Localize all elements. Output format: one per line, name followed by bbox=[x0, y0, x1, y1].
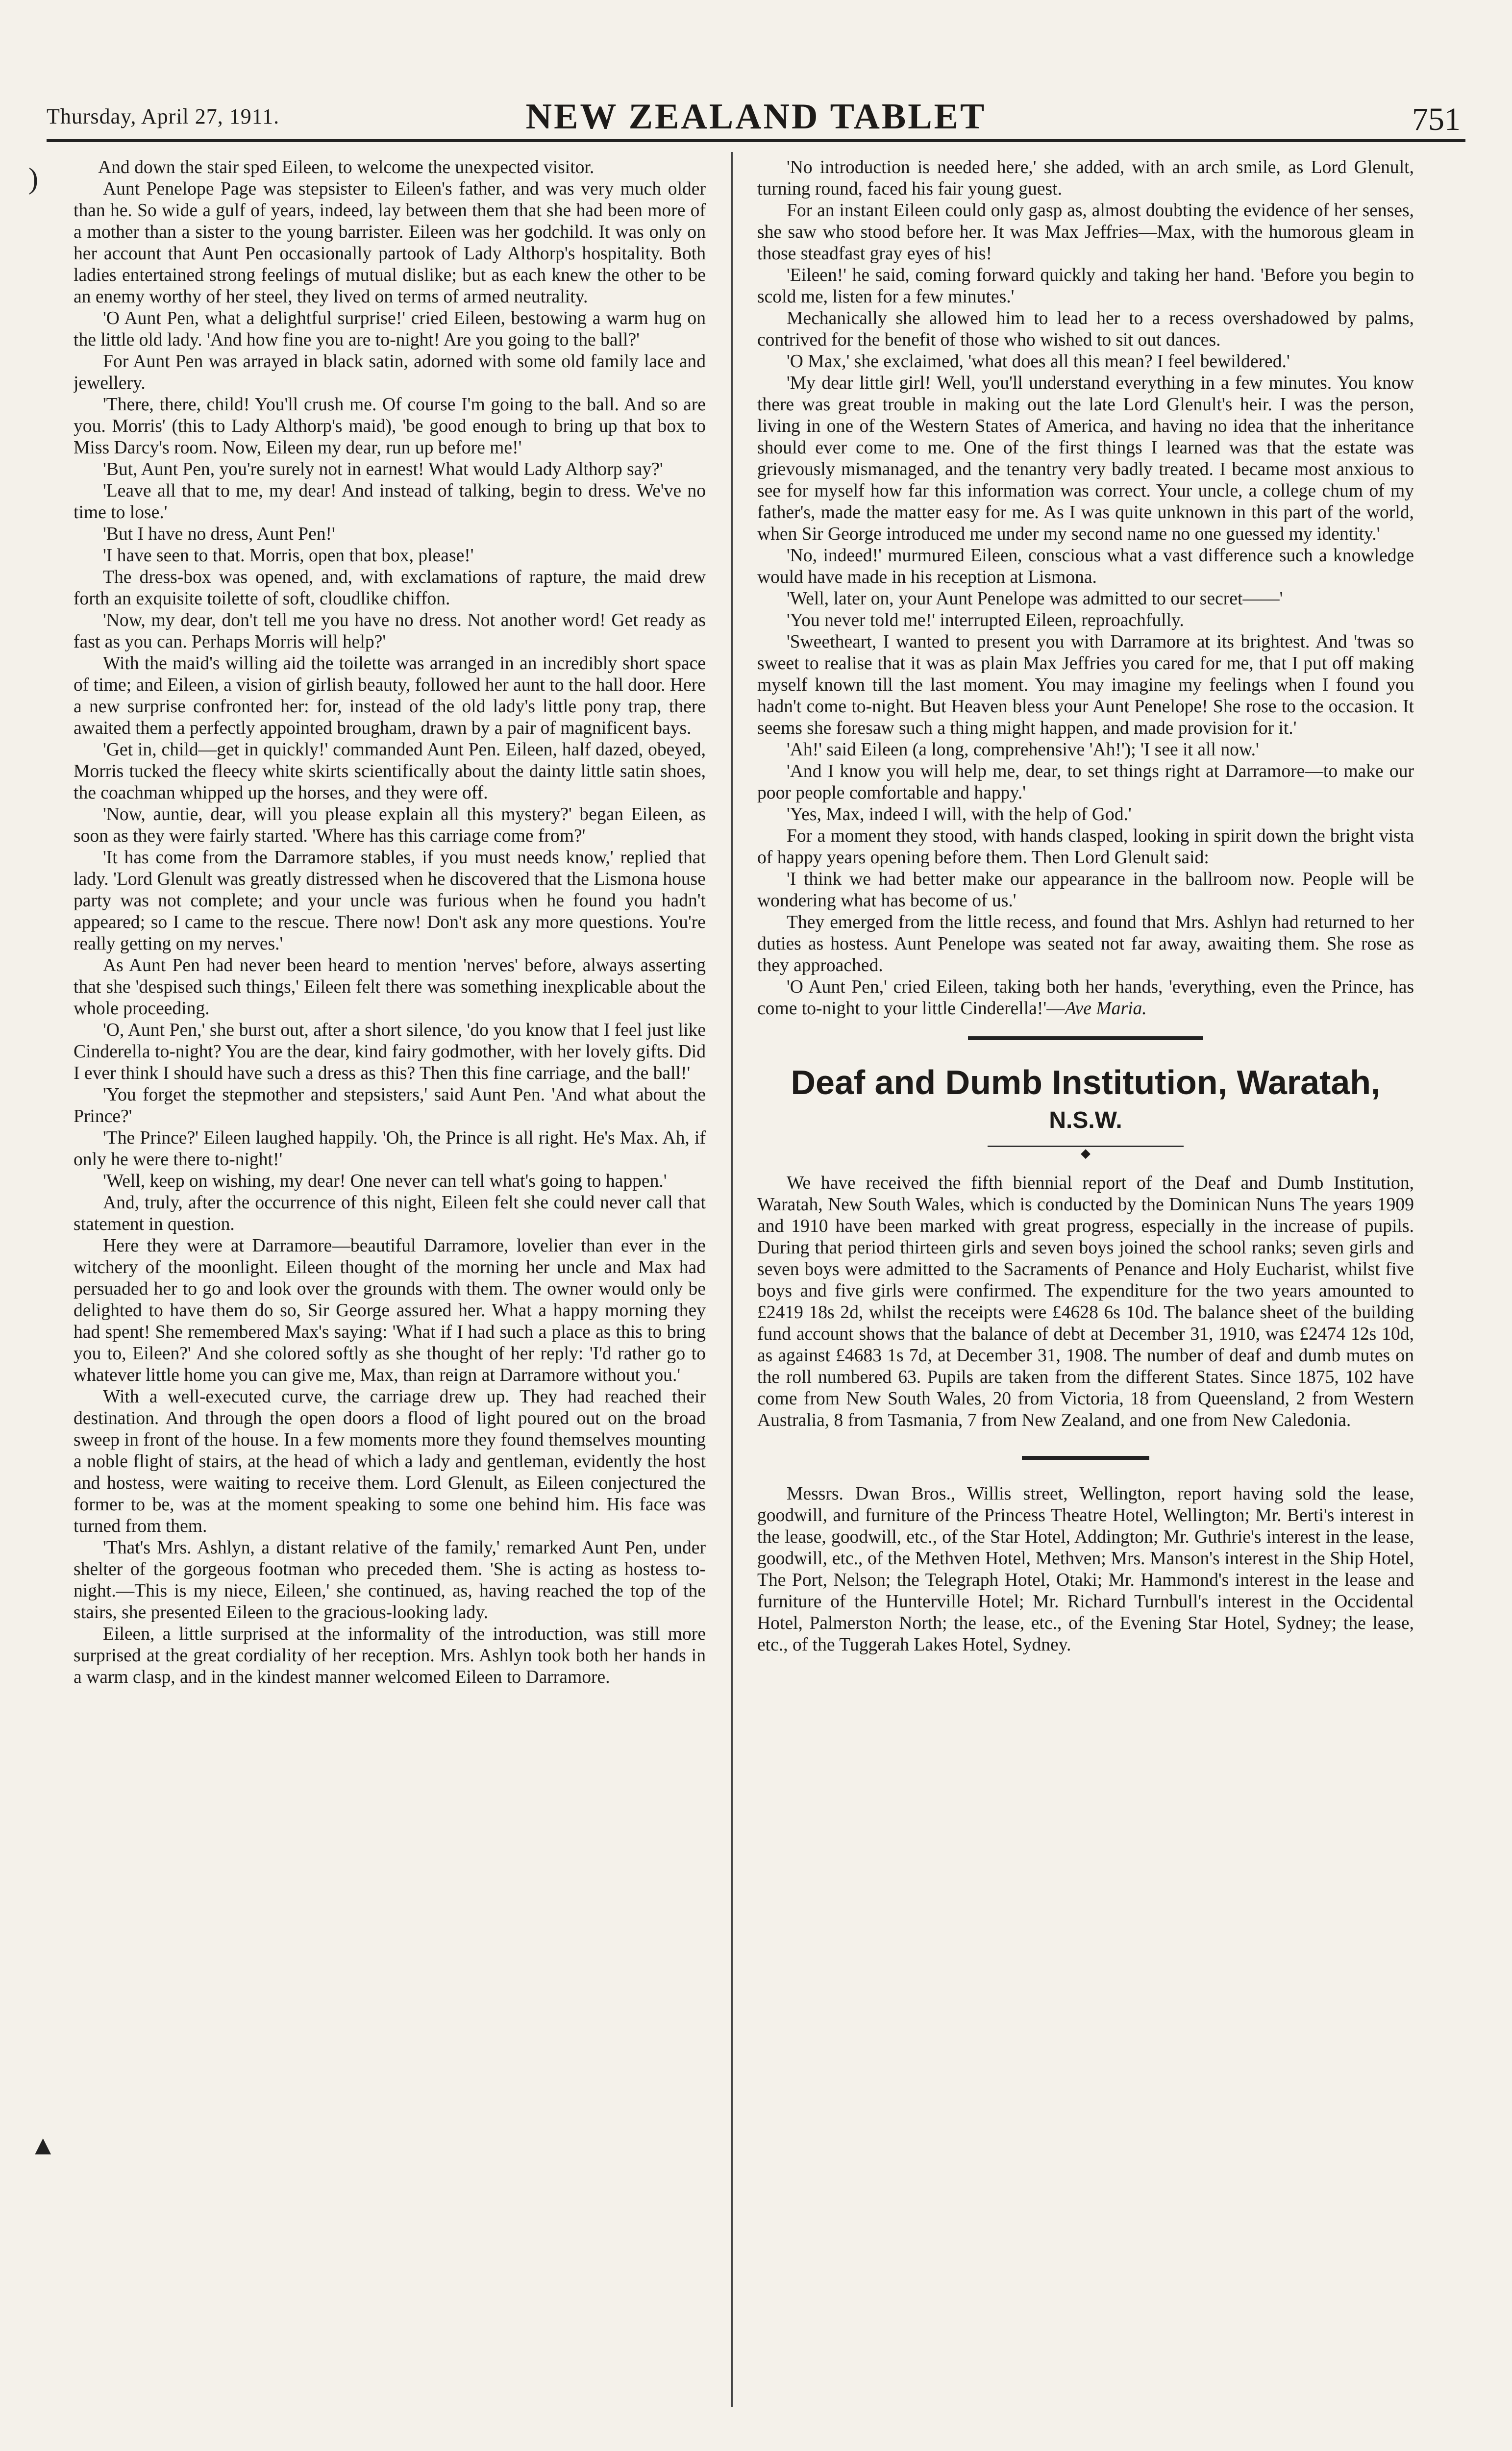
story-paragraph: 'That's Mrs. Ashlyn, a distant relative of the family,' remarked Aunt Pen, under shelter of the gorgeous footman who preceded them. 'She is acting as hostess to-night.—This is my niece, Eileen,' she continued, as, having reached the top of the stairs, she presented Eileen to the gracious-looking lady. bbox=[74, 1538, 706, 1623]
ornament-divider bbox=[988, 1141, 1184, 1160]
story-paragraph: 'No, indeed!' murmured Eileen, conscious what a vast difference such a knowledge would have made in his reception at Lismona. bbox=[757, 546, 1414, 587]
story-paragraph: 'But I have no dress, Aunt Pen!' bbox=[103, 524, 335, 544]
story-paragraph: 'I have seen to that. Morris, open that box, please!' bbox=[103, 546, 474, 566]
story-paragraph: For a moment they stood, with hands clasped, looking in spirit down the bright vista of happy years opening before them. Then Lord Glenult said: bbox=[757, 826, 1414, 868]
story-paragraph: 'O Aunt Pen, what a delightful surprise!' cried Eileen, bestowing a warm hug on the little old lady. 'And how fine you are to-night! Are you going to the ball?' bbox=[74, 308, 706, 350]
column-divider bbox=[731, 152, 733, 2407]
masthead bbox=[47, 96, 1465, 142]
story-paragraph: 'O Max,' she exclaimed, 'what does all this mean? I feel bewildered.' bbox=[787, 351, 1290, 372]
article-body: We have received the fifth biennial report of the Deaf and Dumb Institution, Waratah, New South Wales, which is conducted by the Dominican Nuns The years 1909 and 1910 have been marked with great progress, especially in the increase of pupils. During that period thirteen girls and seven boys joined the school ranks; seven girls and seven boys were admitted to the Sacraments of Penance and Holy Eucharist, whilst five boys and five girls were confirmed. The expenditure for the two years amounted to £2419 18s 2d, whilst the receipts were £4628 6s 10d. The balance sheet of the building fund account shows that the balance of debt at December 31, 1910, was £2474 12s 10d, as against £4683 1s 7d, at December 31, 1908. The number of deaf and dumb mutes on the roll numbered 63. Pupils are taken from the different States. Since 1875, 102 have come from New South Wales, 20 from Victoria, 18 from Queensland, 2 from Western Australia, 8 from Tasmania, 7 from New Zealand, and one from New Caledonia. bbox=[757, 1173, 1414, 1430]
story-paragraph: 'Ah!' said Eileen (a long, comprehensive 'Ah!'); 'I see it all now.' bbox=[787, 740, 1259, 760]
story-paragraph: As Aunt Pen had never been heard to mention 'nerves' before, always asserting that she 'despised such things,' Eileen felt there was something inexplicable about the whole proceeding. bbox=[74, 955, 706, 1019]
story-paragraph: Here they were at Darramore—beautiful Darramore, lovelier than ever in the witchery of the moonlight. Eileen thought of the morning her uncle and Max had persuaded her to go and look over the grounds with them. The owner would only be delighted to have them do so, Sir George assured her. What a happy morning they had spent! She remembered Max's saying: 'What if I had such a place as this to bring you to, Eileen?' And she colored softly as she thought of her reply: 'I'd rather go to whatever little home you can give me, Max, than reign at Darramore without you.' bbox=[74, 1236, 706, 1385]
story-paragraph: Eileen, a little surprised at the informality of the introduction, was still more surprised at the great cordiality of her reception. Mrs. Ashlyn took both her hands in a warm clasp, and in the kindest manner welcomed Eileen to Darramore. bbox=[74, 1624, 706, 1687]
diamond-ornament-icon: ◆ bbox=[1078, 1149, 1093, 1158]
story-paragraph: With a well-executed curve, the carriage drew up. They had reached their destination. And through the open doors a flood of light poured out on the broad sweep in front of the house. In a few moments more they found themselves mounting a noble flight of stairs, at the head of which a lady and gentleman, evidently the host and hostess, were waiting to receive them. Lord Glenult, as Eileen conjectured the former to be, was at the moment speaking to some one behind him. His face was turned from them. bbox=[74, 1387, 706, 1536]
story-paragraph: 'Now, my dear, don't tell me you have no dress. Not another word! Get ready as fast as you can. Perhaps Morris will help?' bbox=[74, 610, 706, 652]
business-notice: Messrs. Dwan Bros., Willis street, Wellington, report having sold the lease, goodwill, and furniture of the Princess Theatre Hotel, Wellington; Mr. Berti's interest in the lease, goodwill, etc., of the Star Hotel, Addington; Mr. Guthrie's interest in the lease, goodwill, etc., of the Methven Hotel, Methven; Mrs. Manson's interest in the Ship Hotel, The Port, Nelson; the Telegraph Hotel, Otaki; Mr. Hammond's interest in the lease and furniture of the Hunterville Hotel; Mr. Richard Turnbull's interest in the Occidental Hotel, Palmerston North; the lease, etc., of the Evening Star Hotel, Sydney; the lease, etc., of the Tuggerah Lakes Hotel, Sydney. bbox=[757, 1484, 1414, 1655]
story-paragraph: 'Well, keep on wishing, my dear! One never can tell what's going to happen.' bbox=[103, 1171, 667, 1191]
story-source-signature: Ave Maria. bbox=[1065, 999, 1147, 1019]
story-column-right bbox=[757, 157, 1414, 2451]
story-paragraph: For Aunt Pen was arrayed in black satin, adorned with some old family lace and jewellery. bbox=[74, 351, 706, 393]
story-final-paragraph bbox=[757, 976, 1414, 1020]
story-paragraph: With the maid's willing aid the toilette was arranged in an incredibly short space of time; and Eileen, a vision of girlish beauty, followed her aunt to the hall door. Here a new surprise confronted her: for, instead of the old lady's little pony trap, there awaited them a perfectly appointed brougham, drawn by a pair of magnificent bays. bbox=[74, 653, 706, 738]
article-subheading: N.S.W. bbox=[1049, 1107, 1122, 1133]
section-divider-rule bbox=[968, 1036, 1203, 1040]
story-paragraph: 'O, Aunt Pen,' she burst out, after a short silence, 'do you know that I feel just like Cinderella to-night? You are the dear, kind fairy godmother, with her lovely gifts. Did I ever think I should have such a dress as this? Then this fine carriage, and the ball!' bbox=[74, 1020, 706, 1083]
story-paragraph: Aunt Penelope Page was stepsister to Eileen's father, and was very much older than he. So wide a gulf of years, indeed, lay between them that she had been more of a mother than a sister to the young barrister. Eileen was her godchild. It was only on her account that Aunt Pen occasionally partook of Lady Althorp's hospitality. Both ladies entertained strong feelings of mutual dislike; but as each knew the other to be an enemy worthy of her steel, they lived on terms of armed neutrality. bbox=[74, 179, 706, 307]
story-paragraph: And down the stair sped Eileen, to welcome the unexpected visitor. bbox=[98, 157, 595, 177]
story-paragraph: 'No introduction is needed here,' she added, with an arch smile, as Lord Glenult, turning round, faced his fair young guest. bbox=[757, 157, 1414, 199]
story-paragraph: 'Get in, child—get in quickly!' commanded Aunt Pen. Eileen, half dazed, obeyed, Morris tucked the fleecy white skirts scientifically about the dainty little satin shoes, the coachman whipped up the horses, and they were off. bbox=[74, 740, 706, 803]
notice-divider-rule bbox=[1022, 1456, 1149, 1460]
story-paragraph: 'You forget the stepmother and stepsisters,' said Aunt Pen. 'And what about the Prince?' bbox=[74, 1085, 706, 1126]
story-paragraph: 'Well, later on, your Aunt Penelope was admitted to our secret——' bbox=[787, 589, 1283, 609]
story-paragraph: 'Eileen!' he said, coming forward quickly and taking her hand. 'Before you begin to scold me, listen for a few minutes.' bbox=[757, 265, 1414, 307]
page-number: 751 bbox=[1412, 101, 1461, 137]
story-paragraph: 'And I know you will help me, dear, to set things right at Darramore—to make our poor people comfortable and happy.' bbox=[757, 761, 1414, 803]
story-paragraph: 'I think we had better make our appearance in the ballroom now. People will be wondering what has become of us.' bbox=[757, 869, 1414, 911]
story-paragraph: 'You never told me!' interrupted Eileen, reproachfully. bbox=[787, 610, 1184, 630]
story-paragraph: 'The Prince?' Eileen laughed happily. 'Oh, the Prince is all right. He's Max. Ah, if only he were there to-night!' bbox=[74, 1128, 706, 1170]
story-paragraph: 'My dear little girl! Well, you'll understand everything in a few minutes. You know there was great trouble in making out the late Lord Glenult's heir. I was the person, living in one of the Western States of America, and having no idea that the inheritance should ever come to me. One of the first things I learned was that the estate was grievously mismanaged, and the tenantry very badly treated. I became most anxious to see for myself how far this information was correct. Your uncle, a college chum of my father's, made the matter easy for me. As I was quite unknown in this part of the world, when Sir George introduced me under my second name no one guessed my identity.' bbox=[757, 373, 1414, 544]
story-paragraph: 'Sweetheart, I wanted to present you with Darramore at its brightest. And 'twas so sweet to realise that it was as plain Max Jeffries you cared for me, that I put off making myself known till the last moment. You may imagine my feelings when I found you hadn't come to-night. But Heaven bless your Aunt Penelope! She rose to the occasion. It seems she foresaw such a thing might happen, and made provision for it.' bbox=[757, 632, 1414, 738]
publication-title: NEW ZEALAND TABLET bbox=[525, 97, 987, 137]
story-paragraph: 'Leave all that to me, my dear! And instead of talking, begin to dress. We've no time to lose.' bbox=[74, 481, 706, 523]
story-paragraph: 'There, there, child! You'll crush me. Of course I'm going to the ball. And so are you. Morris' (this to Lady Althorp's maid), 'be good enough to bring up that box to Miss Darcy's room. Now, Eileen my dear, run up before me!' bbox=[74, 395, 706, 458]
article-heading: Deaf and Dumb Institution, Waratah, bbox=[791, 1063, 1381, 1101]
story-paragraph: 'Yes, Max, indeed I will, with the help of God.' bbox=[787, 804, 1132, 825]
issue-date: Thursday, April 27, 1911. bbox=[47, 104, 280, 128]
story-paragraph: The dress-box was opened, and, with exclamations of rapture, the maid drew forth an exquisite toilette of soft, cloudlike chiffon. bbox=[74, 567, 706, 609]
story-paragraph: Mechanically she allowed him to lead her to a recess overshadowed by palms, contrived for the benefit of those who wished to sit out dances. bbox=[757, 308, 1414, 350]
story-paragraph: For an instant Eileen could only gasp as, almost doubting the evidence of her senses, she saw who stood before her. It was Max Jeffries—Max, with the humorous gleam in those steadfast gray eyes of his! bbox=[757, 200, 1414, 264]
story-paragraph: 'Now, auntie, dear, will you please explain all this mystery?' began Eileen, as soon as they were fairly started. 'Where has this carriage come from?' bbox=[74, 804, 706, 846]
story-final-text: 'O Aunt Pen,' cried Eileen, taking both her hands, 'everything, even the Prince, has come to-night to your little Cinderella!'— bbox=[757, 977, 1414, 1019]
story-paragraph: They emerged from the little recess, and found that Mrs. Ashlyn had returned to her duties as hostess. Aunt Penelope was seated not far away, awaiting them. She rose as they approached. bbox=[757, 912, 1414, 975]
story-column-left bbox=[74, 157, 706, 2451]
margin-bracket-mark: ) bbox=[28, 162, 38, 195]
story-paragraph: 'But, Aunt Pen, you're surely not in earnest! What would Lady Althorp say?' bbox=[103, 459, 663, 479]
story-paragraph: 'It has come from the Darramore stables, if you must needs know,' replied that lady. 'Lord Glenult was greatly distressed when he discovered that the Lismona house party was not complete; and your uncle was furious when he found you hadn't appeared; so I came to the rescue. There now! Don't ask any more questions. You're really getting on my nerves.' bbox=[74, 848, 706, 954]
margin-pointer-mark: ▲ bbox=[29, 2130, 57, 2161]
story-paragraph: And, truly, after the occurrence of this night, Eileen felt she could never call that statement in question. bbox=[74, 1193, 706, 1234]
